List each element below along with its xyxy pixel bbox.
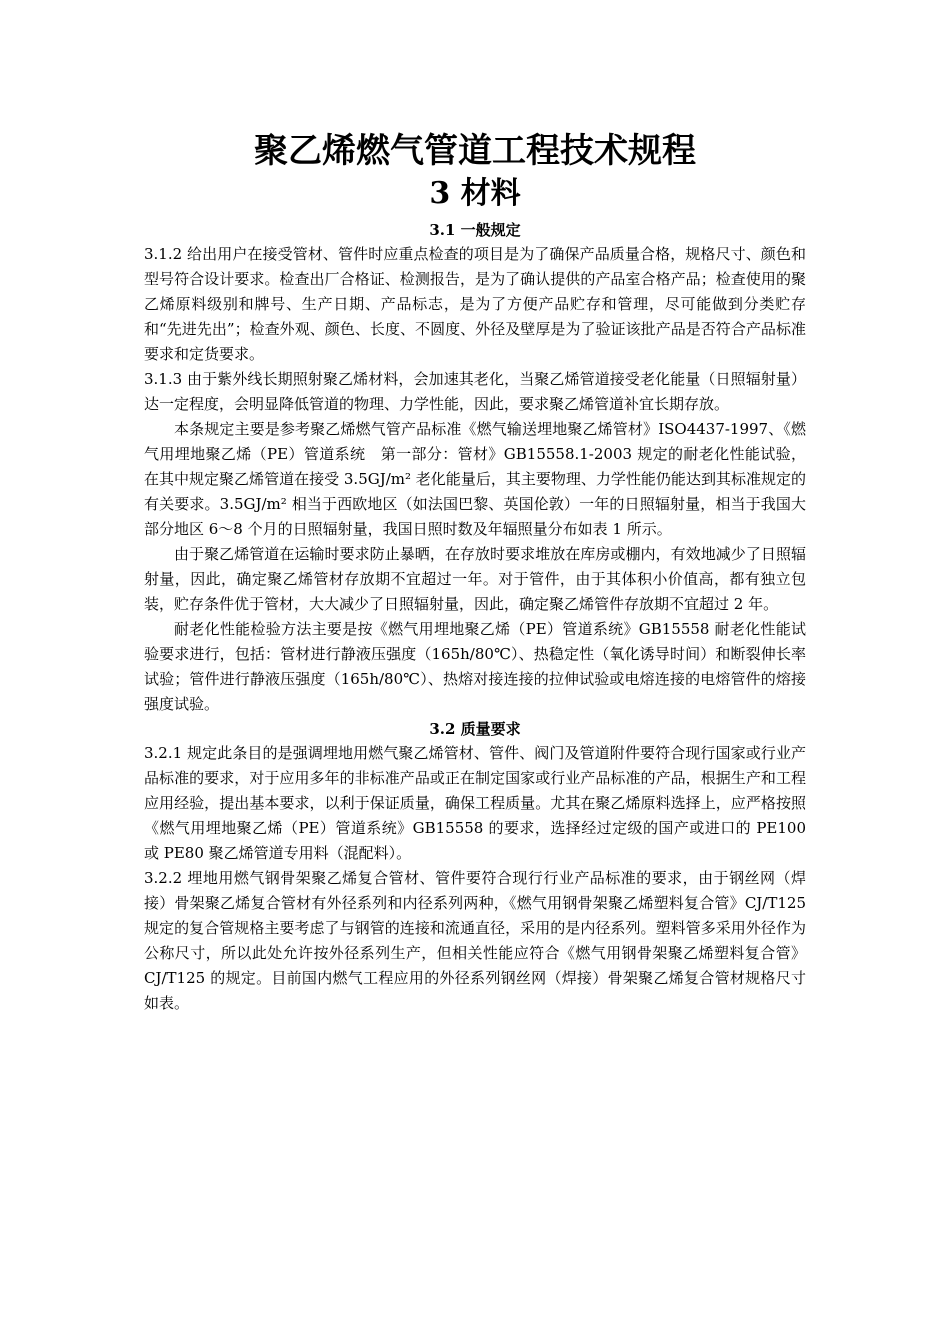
document-title: 聚乙烯燃气管道工程技术规程	[254, 131, 696, 171]
document-page	[144, 128, 806, 1016]
paragraph-storage-period: 由于聚乙烯管道在运输时要求防止暴晒，在存放时要求堆放在库房或棚内，有效地减少了日照辐射量，因此，确定聚乙烯管材存放期不宜超过一年。对于管件，由于其体积小价值高，都有独立包装，贮存条件优于管材，大大减少了日照辐射量，因此，确定聚乙烯管件存放期不宜超过 2 年。	[144, 545, 806, 613]
chapter-title: 3 材料	[429, 176, 521, 211]
section-general-provisions	[144, 218, 806, 717]
paragraph-3-1-3: 3.1.3 由于紫外线长期照射聚乙烯材料，会加速其老化，当聚乙烯管道接受老化能量（日照辐射量）达一定程度，会明显降低管道的物理、力学性能，因此，要求聚乙烯管道补宜长期存放。	[144, 370, 806, 413]
paragraph-aging-test-method: 耐老化性能检验方法主要是按《燃气用埋地聚乙烯（PE）管道系统》GB15558 耐老化性能试验要求进行，包括：管材进行静液压强度（165h/80℃）、热稳定性（氧化诱导时间）和断裂伸长率试验；管件进行静液压强度（165h/80℃）、热熔对接连接的拉伸试验或电熔连接的电熔管件的熔接强度试验。	[144, 620, 806, 713]
paragraph-3-2-2: 3.2.2 埋地用燃气钢骨架聚乙烯复合管材、管件要符合现行行业产品标准的要求，由于钢丝网（焊接）骨架聚乙烯复合管材有外径系列和内径系列两种，《燃气用钢骨架聚乙烯塑料复合管》CJ/T125 规定的复合管规格主要考虑了与钢管的连接和流通直径，采用的是内径系列。塑料管多采用外径作为公称尺寸，所以此处允许按外径系列生产，但相关性能应符合《燃气用钢骨架聚乙烯塑料复合管》CJ/T125 的规定。目前国内燃气工程应用的外径系列钢丝网（焊接）骨架聚乙烯复合管材规格尺寸如表。	[144, 869, 806, 1012]
section-heading: 3.1 一般规定	[429, 221, 521, 239]
paragraph-aging-standard: 本条规定主要是参考聚乙烯燃气管产品标准《燃气输送埋地聚乙烯管材》ISO4437-1997、《燃气用埋地聚乙烯（PE）管道系统 第一部分：管材》GB15558.1-2003 规定的耐老化性能试验，在其中规定聚乙烯管道在接受 3.5GJ/m² 老化能量后，其主要物理、力学性能仍能达到其标准规定的有关要求。3.5GJ/m² 相当于西欧地区（如法国巴黎、英国伦敦）一年的日照辐射量，相当于我国大部分地区 6～8 个月的日照辐射量，我国日照时数及年辐照量分布如表 1 所示。	[144, 420, 806, 538]
paragraph-3-1-2: 3.1.2 给出用户在接受管材、管件时应重点检查的项目是为了确保产品质量合格，规格尺寸、颜色和型号符合设计要求。检查出厂合格证、检测报告，是为了确认提供的产品室合格产品；检查使用的聚乙烯原料级别和牌号、生产日期、产品标志，是为了方便产品贮存和管理，尽可能做到分类贮存和“先进先出”；检查外观、颜色、长度、不圆度、外径及壁厚是为了验证该批产品是否符合产品标准要求和定货要求。	[144, 245, 806, 363]
section-quality-requirements	[144, 717, 806, 1016]
section-heading: 3.2 质量要求	[429, 720, 521, 738]
paragraph-3-2-1: 3.2.1 规定此条目的是强调埋地用燃气聚乙烯管材、管件、阀门及管道附件要符合现行国家或行业产品标准的要求，对于应用多年的非标准产品或正在制定国家或行业产品标准的产品，根据生产和工程应用经验，提出基本要求，以利于保证质量，确保工程质量。尤其在聚乙烯原料选择上，应严格按照《燃气用埋地聚乙烯（PE）管道系统》GB15558 的要求，选择经过定级的国产或进口的 PE100 或 PE80 聚乙烯管道专用料（混配料）。	[144, 744, 806, 862]
